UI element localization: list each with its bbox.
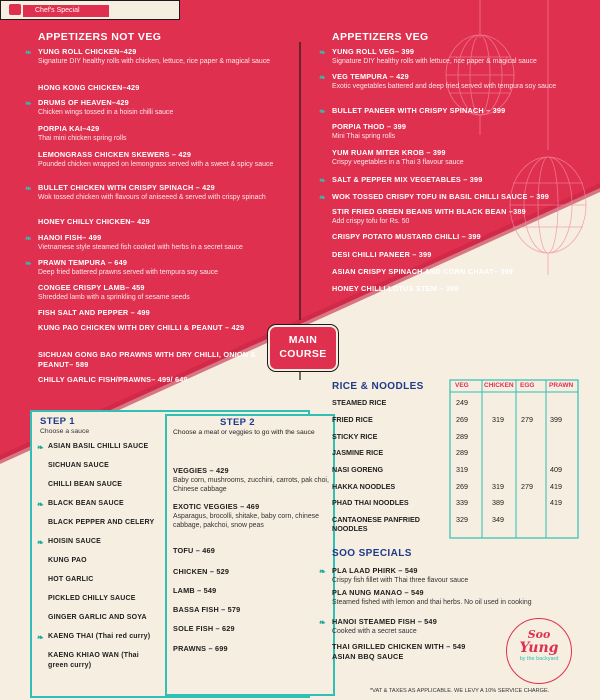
price-prawn: 399 [550, 415, 562, 424]
menu-item-name: YUNG ROLL VEG– 399 [332, 47, 415, 56]
protein-option-name: EXOTIC VEGGIES – 469 [173, 502, 260, 511]
main-course-line1: MAIN [288, 334, 318, 346]
chef-special-icon: ❧ [37, 500, 44, 509]
protein-option-name: SOLE FISH – 629 [173, 624, 235, 633]
menu-item-name: HONG KONG CHICKEN–429 [38, 83, 140, 92]
step2-subtitle: Choose a meat or veggies to go with the sauce [173, 429, 315, 436]
column-header: PRAWN [549, 382, 574, 389]
special-item [319, 566, 572, 585]
chef-special-icon: ❧ [319, 618, 326, 627]
chef-special-icon: ❧ [37, 633, 44, 642]
price-chicken: 389 [492, 498, 504, 507]
column-header: EGG [520, 382, 535, 389]
chef-special-icon: ❧ [37, 443, 44, 452]
menu-item-name: FISH SALT AND PEPPER – 499 [38, 308, 150, 317]
menu-item-desc: Mini Thai spring rolls [332, 132, 396, 140]
menu-item-name: DESI CHILLI PANEER – 399 [332, 250, 432, 259]
chef-special-icon: ❧ [25, 234, 32, 243]
rice-noodles-item: STICKY RICE [332, 432, 378, 441]
appetizers-veg-title: APPETIZERS VEG [332, 31, 429, 43]
main-course-line2: COURSE [279, 348, 327, 360]
special-item-name: THAI GRILLED CHICKEN WITH – 549 ASIAN BBQ SAUCE [332, 642, 466, 661]
rice-noodles-item: JASMINE RICE [332, 448, 384, 457]
menu-item-desc: Add crispy tofu for Rs. 50 [332, 217, 410, 225]
special-item-desc: Crispy fish fillet with Thai three flavour sauce [332, 576, 469, 584]
special-item-desc: Cooked with a secret sauce [332, 627, 417, 635]
chef-special-icon: ❧ [319, 48, 326, 57]
price-veg: 269 [456, 415, 468, 424]
menu-item-desc: Shredded lamb with a sprinkling of sesame seeds [38, 293, 190, 301]
rice-noodles-item: HAKKA NOODLES [332, 482, 396, 491]
special-item-name: PLA LAAD PHIRK – 549 [332, 566, 418, 575]
sauce-option-name: SICHUAN SAUCE [48, 462, 109, 469]
special-item [332, 588, 572, 607]
chef-special-icon: ❧ [25, 184, 32, 193]
chef-special-icon: ❧ [319, 73, 326, 82]
chef-special-icon: ❧ [319, 567, 326, 576]
menu-item-desc: Wok tossed chicken with flavours of aniseeed & served with crispy spinach [38, 193, 266, 201]
menu-item-name: YUM RUAM MITER KROB – 399 [332, 148, 446, 157]
menu-item-desc: Chicken wings tossed in a hoisin chilli sauce [38, 108, 174, 116]
menu-item-name: SICHUAN GONG BAO PRAWNS WITH DRY CHILLI, ONION & PEANUT– 589 [38, 350, 256, 369]
step1-subtitle: Choose a sauce [40, 428, 90, 435]
menu-item-desc: Exotic vegetables battered and deep fried served with tempura soy sauce [332, 82, 557, 90]
menu-item-name: STIR FRIED GREEN BEANS WITH BLACK BEAN –389 [332, 207, 526, 216]
logo-tagline: by the backyard [519, 656, 559, 662]
step2-title: STEP 2 [220, 417, 255, 428]
menu-item-name: ASIAN CRISPY SPINACH AND CORN CHAAT– 399 [332, 267, 513, 276]
special-item-desc: Steamed fished with lemon and thai herbs. No oil used in cooking [332, 598, 532, 606]
price-chicken: 349 [492, 515, 504, 524]
price-veg: 319 [456, 465, 468, 474]
special-item [332, 642, 472, 661]
price-veg: 339 [456, 498, 468, 507]
price-veg: 289 [456, 448, 468, 457]
sauce-option-name: KAENG THAI (Thai red curry) [48, 633, 151, 640]
protein-option-desc: Asparagus, brocolli, shitake, baby corn, chinese cabbage, pakchoi, snow peas [173, 512, 319, 530]
rice-noodles-item: PHAD THAI NOODLES [332, 498, 409, 507]
appetizers-not-veg-title: APPETIZERS NOT VEG [38, 31, 162, 43]
logo-line2: Yung [519, 640, 559, 656]
menu-item-name: PORPIA THOD – 399 [332, 122, 407, 131]
menu-item-name: CHILLY GARLIC FISH/PRAWNS– 499/ 649 [38, 375, 188, 384]
chef-special-icon: ❧ [25, 48, 32, 57]
protein-option-name: TOFU – 469 [173, 546, 216, 555]
soo-specials-title: SOO SPECIALS [332, 548, 412, 559]
menu-item-desc: Pounded chicken wrapped on lemongrass served with a sweet & spicy sauce [38, 160, 274, 168]
menu-item-name: CRISPY POTATO MUSTARD CHILLI – 399 [332, 232, 481, 241]
price-prawn: 419 [550, 482, 562, 491]
rice-noodles-item: CANTAONESE PANFRIED NOODLES [332, 515, 420, 533]
rice-noodles-item: FRIED RICE [332, 415, 373, 424]
menu-item-name: VEG TEMPURA – 429 [332, 72, 409, 81]
chef-special-icon: ❧ [25, 99, 32, 108]
menu-item-name: HONEY CHILLY CHICKEN– 429 [38, 217, 150, 226]
footer-note: *VAT & TAXES AS APPLICABLE. WE LEVY A 10% SERVICE CHARGE. [370, 688, 550, 694]
chefs-special-label: Chef's Special [23, 5, 109, 17]
price-prawn: 409 [550, 465, 562, 474]
protein-option-name: VEGGIES – 429 [173, 466, 229, 475]
price-prawn: 419 [550, 498, 562, 507]
menu-item-desc: Signature DIY healthy rolls with chicken, lettuce, rice paper & magical sauce [38, 57, 270, 65]
soo-yung-logo [506, 618, 572, 684]
menu-item-name: BULLET PANEER WITH CRISPY SPINACH – 399 [332, 106, 506, 115]
menu-item-name: SALT & PEPPER MIX VEGETABLES – 399 [332, 175, 483, 184]
price-egg: 279 [521, 482, 533, 491]
menu-item-desc: Crispy vegetables in a Thai 3 flavour sauce [332, 158, 464, 166]
special-item-name: PLA NUNG MANAO – 549 [332, 588, 424, 597]
protein-option-desc: Baby corn, mushrooms, zucchini, carrots, pak choi, Chinese cabbage [173, 476, 329, 494]
menu-item-name: BULLET CHICKEN WITH CRISPY SPINACH – 429 [38, 183, 215, 192]
chef-special-icon: ❧ [319, 193, 326, 202]
sauce-option-name: CHILLI BEAN SAUCE [48, 481, 123, 488]
price-veg: 269 [456, 482, 468, 491]
menu-item-name: PORPIA KAI–429 [38, 124, 100, 133]
menu-item-desc: Signature DIY healthy rolls with lettuce, rice paper & magical sauce [332, 57, 537, 65]
protein-option-name: PRAWNS – 699 [173, 644, 228, 653]
step1-title: STEP 1 [40, 416, 75, 427]
price-egg: 279 [521, 415, 533, 424]
menu-item-name: DRUMS OF HEAVEN–429 [38, 98, 129, 107]
sauce-option-name: HOT GARLIC [48, 576, 94, 583]
rice-noodles-item: NASI GORENG [332, 465, 384, 474]
sauce-option-name: BLACK PEPPER AND CELERY [48, 519, 155, 526]
sauce-option-name: GINGER GARLIC AND SOYA [48, 614, 147, 621]
column-header: VEG [455, 382, 469, 389]
column-header: CHICKEN [484, 382, 514, 389]
chef-special-icon: ❧ [25, 259, 32, 268]
menu-item-name: YUNG ROLL CHICKEN–429 [38, 47, 137, 56]
menu-item-desc: Thai mini chicken spring rolls [38, 134, 127, 142]
menu-item-desc: Vietnamese style steamed fish cooked with herbs in a secret sauce [38, 243, 243, 251]
sauce-option-name: HOISIN SAUCE [48, 538, 101, 545]
price-veg: 289 [456, 432, 468, 441]
protein-option-name: CHICKEN – 529 [173, 567, 230, 576]
menu-item-name: LEMONGRASS CHICKEN SKEWERS – 429 [38, 150, 192, 159]
rice-noodles-title: RICE & NOODLES [332, 381, 424, 392]
menu-item-name: PRAWN TEMPURA – 649 [38, 258, 128, 267]
price-chicken: 319 [492, 482, 504, 491]
menu-item-name: HANOI FISH– 499 [38, 233, 102, 242]
menu-item-desc: Deep fried battered prawns served with tempura soy sauce [38, 268, 219, 276]
logo-line1: Soo [527, 628, 551, 641]
chef-special-icon: ❧ [319, 176, 326, 185]
sauce-option-name: BLACK BEAN SAUCE [48, 500, 124, 507]
sauce-option-name: ASIAN BASIL CHILLI SAUCE [48, 443, 149, 450]
rice-noodles-item: STEAMED RICE [332, 398, 387, 407]
price-veg: 329 [456, 515, 468, 524]
price-veg: 249 [456, 398, 468, 407]
protein-option-name: LAMB – 549 [173, 586, 217, 595]
chef-special-icon: ❧ [319, 107, 326, 116]
protein-option-name: BASSA FISH – 579 [173, 605, 241, 614]
price-chicken: 319 [492, 415, 504, 424]
menu-item-name: HONEY CHILLI LOTUS STEM – 399 [332, 284, 459, 293]
sauce-option-name: PICKLED CHILLY SAUCE [48, 595, 136, 602]
special-item-name: HANOI STEAMED FISH – 549 [332, 617, 437, 626]
sauce-option-name: KAENG KHIAO WAN (Thai green curry) [48, 652, 139, 669]
menu-item-name: CONGEE CRISPY LAMB– 459 [38, 283, 145, 292]
menu-item-name: WOK TOSSED CRISPY TOFU IN BASIL CHILLI SAUCE – 399 [332, 192, 550, 201]
chef-special-icon: ❧ [37, 538, 44, 547]
sauce-option-name: KUNG PAO [48, 557, 87, 564]
menu-item-name: KUNG PAO CHICKEN WITH DRY CHILLI & PEANUT – 429 [38, 323, 245, 332]
